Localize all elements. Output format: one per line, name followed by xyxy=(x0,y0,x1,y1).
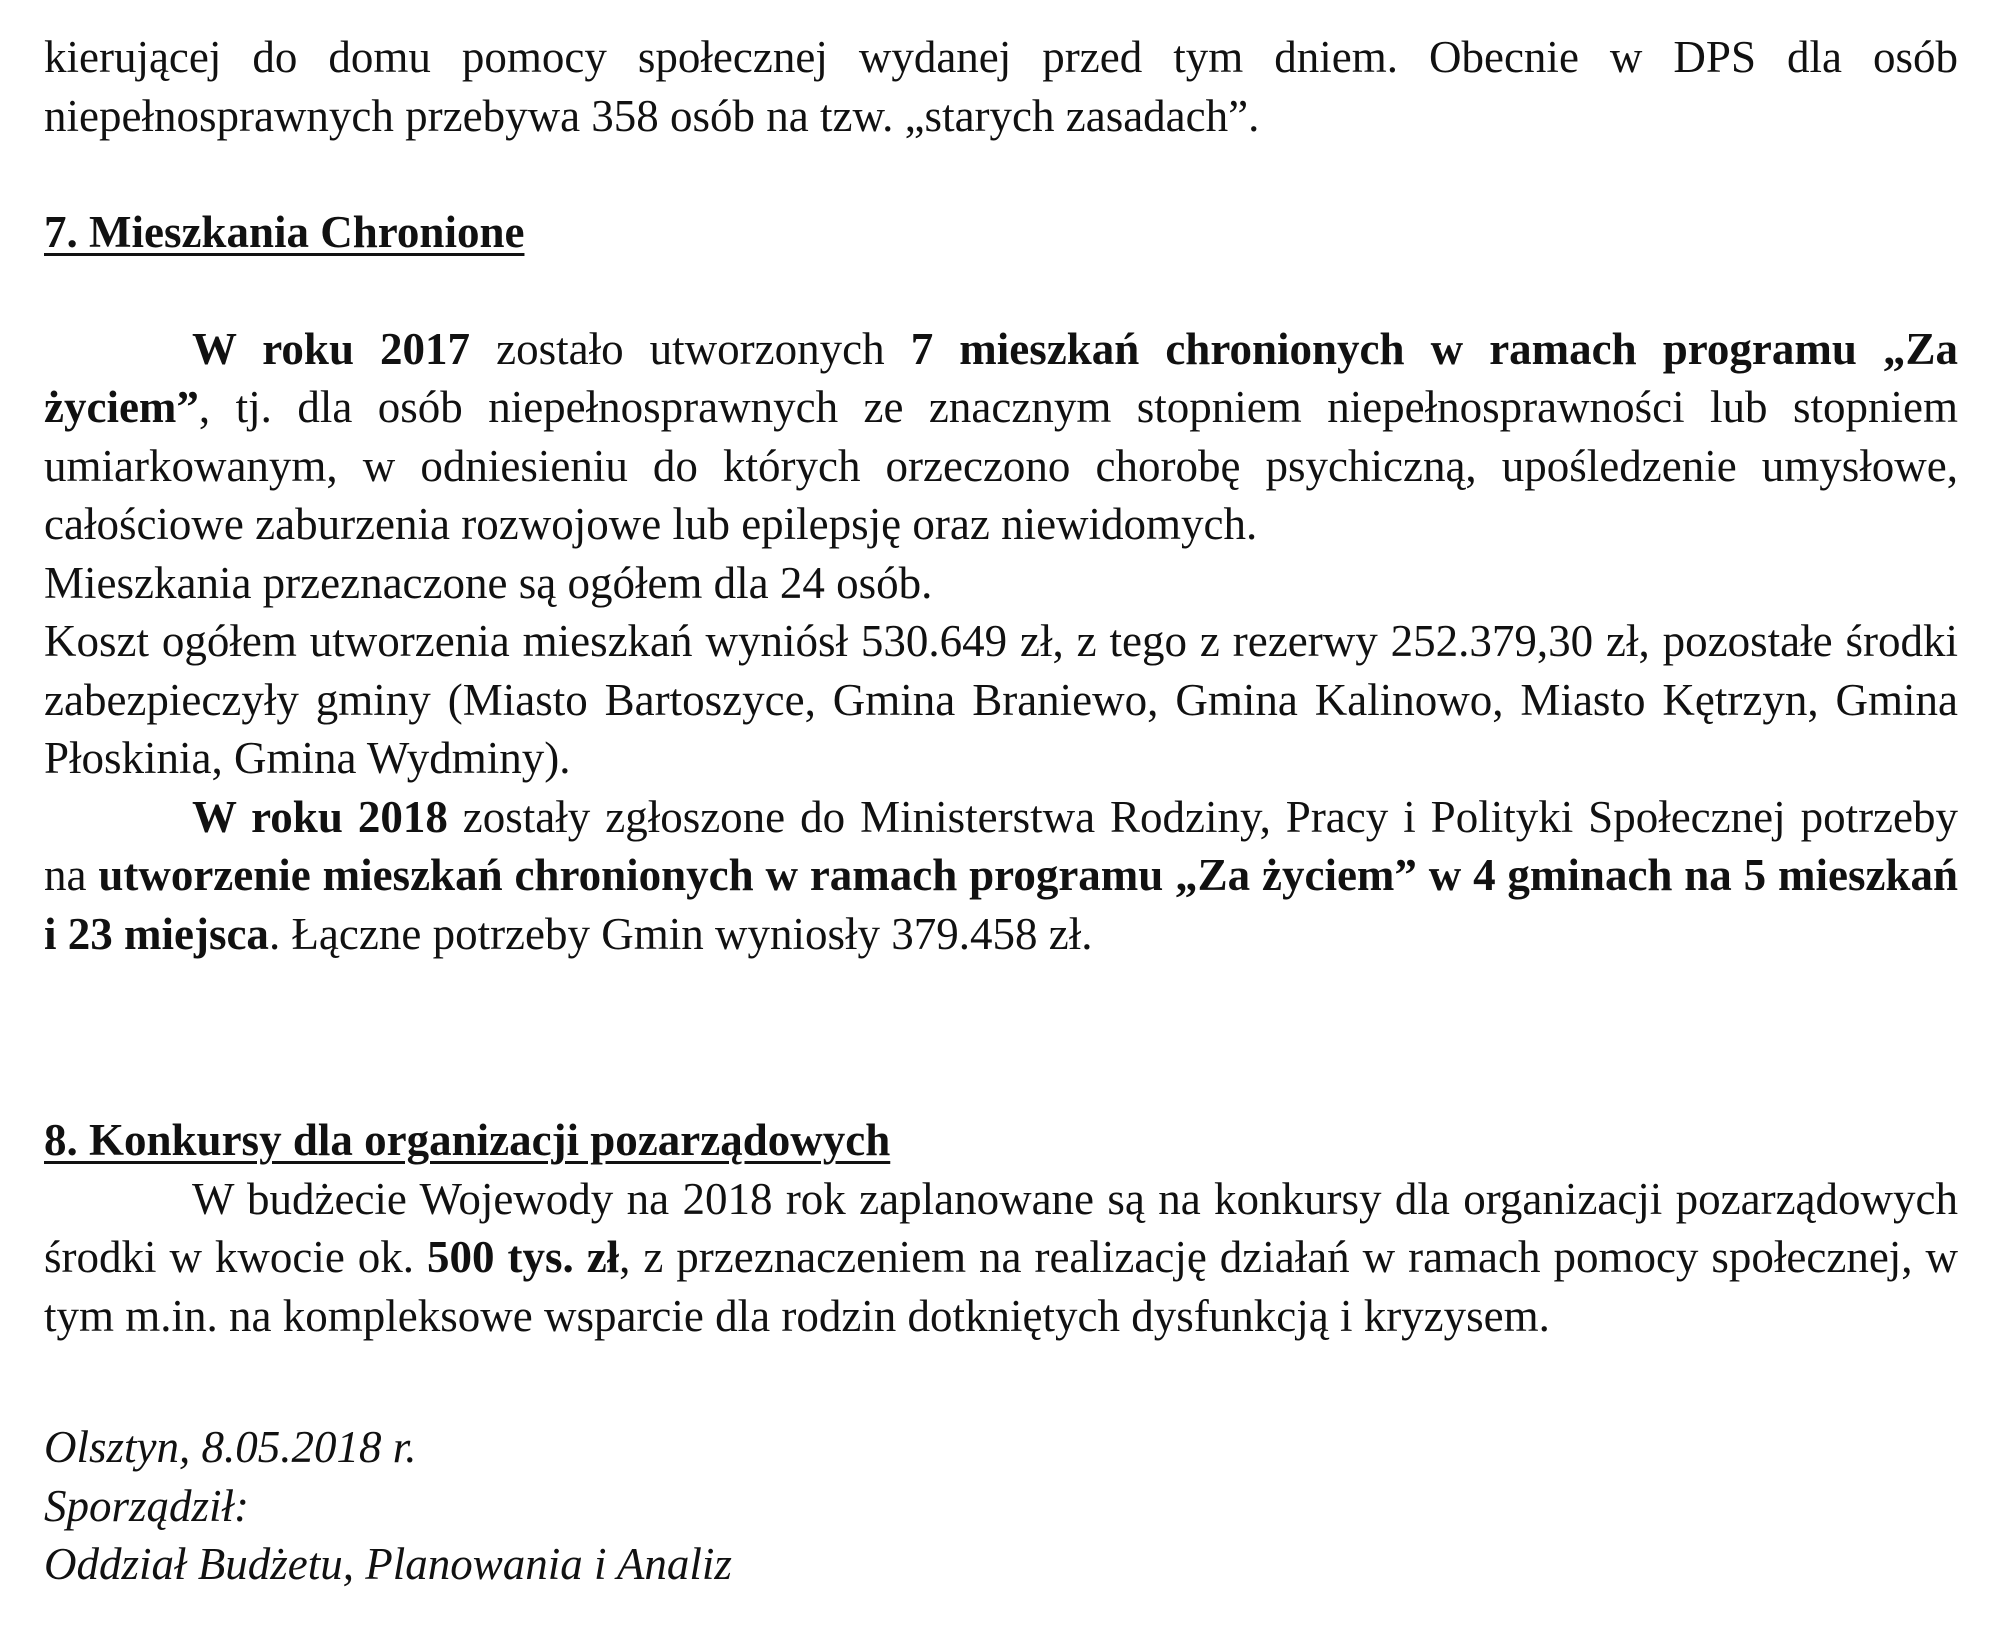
section-8-paragraph-1 xyxy=(44,1170,1958,1346)
section-7-paragraph-1 xyxy=(44,320,1958,554)
program-bold: 7 mieszkań chronionych w ramach programu „Za życiem” xyxy=(44,323,1958,432)
place-date: Olsztyn, 8.05.2018 r. xyxy=(44,1422,417,1472)
department-name: Oddział Budżetu, Planowania i Analiz xyxy=(44,1539,732,1589)
signature-block xyxy=(44,1418,1958,1594)
prepared-by-label: Sporządził: xyxy=(44,1480,250,1531)
document-page xyxy=(44,28,1958,1594)
s8-text-2: , z przeznaczeniem na realizację działań w ramach pomocy społecznej, w tym m.in. na kompleksowe wsparcie dla rodzin dotkniętych dysfunkcją i kryzysem. xyxy=(44,1232,1958,1341)
section-7-paragraph-3: Koszt ogółem utworzenia mieszkań wyniósł 530.649 zł, z tego z rezerwy 252.379,30 zł, pozostałe środki zabezpieczyły gminy (Miasto Bartoszyce, Gmina Braniewo, Gmina Kalinowo, Miasto Kętrzyn, Gmina Płoskinia, Gmina Wydminy). xyxy=(44,616,1958,783)
s8-text-1: W budżecie Wojewody na 2018 rok zaplanowane są na konkursy dla organizacji pozarządowych środki w kwocie ok. xyxy=(44,1173,1958,1282)
section-8-heading: 8. Konkursy dla organizacji pozarządowych xyxy=(44,1115,891,1165)
section-7-paragraph-4 xyxy=(44,788,1958,964)
section-7-heading: 7. Mieszkania Chronione xyxy=(44,207,525,257)
amount-bold: 500 tys. zł xyxy=(427,1232,620,1282)
intro-paragraph: kierującej do domu pomocy społecznej wydanej przed tym dniem. Obecnie w DPS dla osób niepełnosprawnych przebywa 358 osób na tzw. „starych zasadach”. xyxy=(44,32,1958,141)
p4-text-2: . Łączne potrzeby Gmin wyniosły 379.458 zł. xyxy=(268,908,1093,959)
p1-text-1: zostało utworzonych xyxy=(470,323,911,374)
section-7-paragraph-2: Mieszkania przeznaczone są ogółem dla 24 osób. xyxy=(44,557,933,608)
year-2018-bold: W roku 2018 xyxy=(192,791,448,842)
p4-text-1: zostały zgłoszone do Ministerstwa Rodziny, Pracy i Polityki Społecznej potrzeby na xyxy=(44,791,1958,900)
p1-text-2: , tj. dla osób niepełnosprawnych ze znacznym stopniem niepełnosprawności lub stopniem umiarkowanym, w odniesieniu do których orzeczono chorobę psychiczną, upośledzenie umysłowe, całościowe zaburzenia rozwojowe lub epilepsję oraz niewidomych. xyxy=(44,382,1958,549)
year-2017-bold: W roku 2017 xyxy=(192,323,471,374)
needs-bold: utworzenie mieszkań chronionych w ramach programu „Za życiem” w 4 gminach na 5 mieszkań i 23 miejsca xyxy=(44,850,1958,959)
